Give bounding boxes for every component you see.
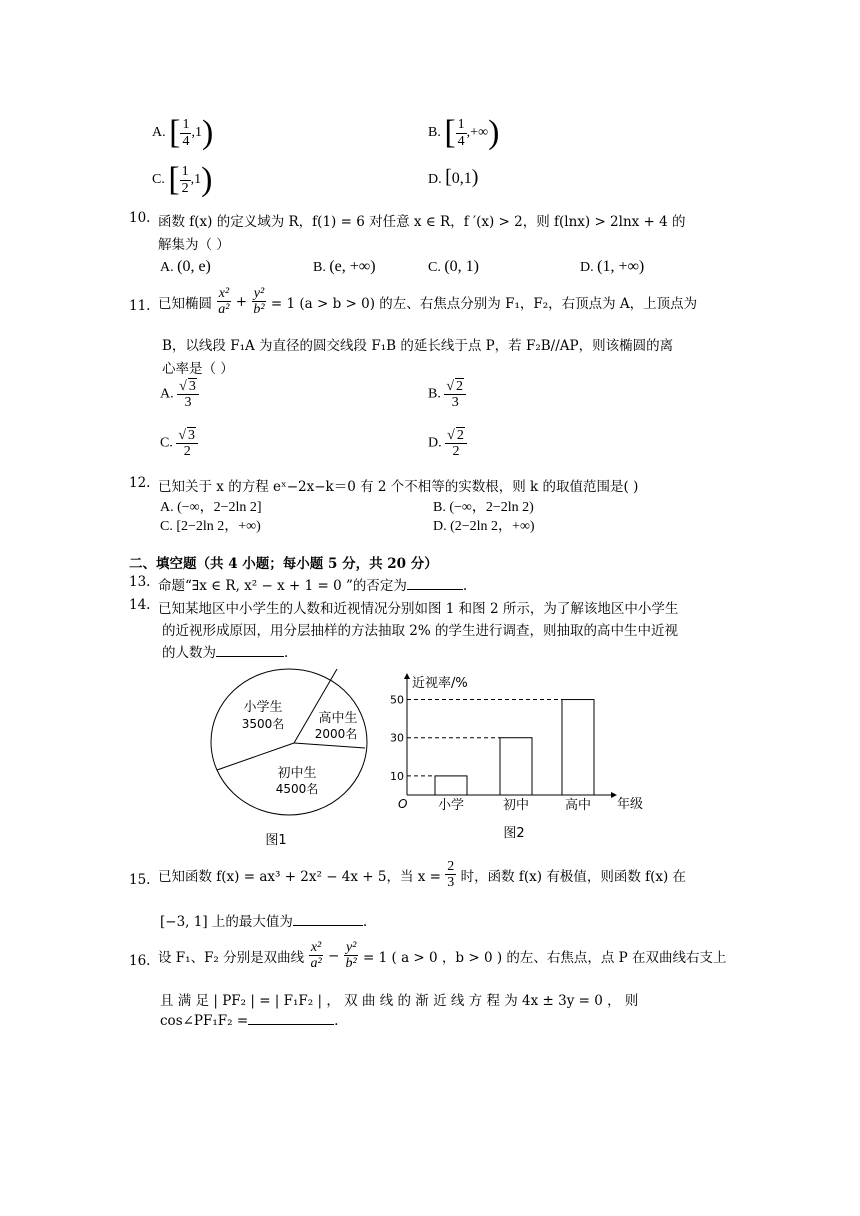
q16-line2: 且 满 足 | PF₂ | = | F₁F₂ | ， 双 曲 线 的 渐 近 线 方 程 为 4x ± 3y = 0 ， 则 bbox=[160, 993, 639, 1009]
pie-value-middle: 4500名 bbox=[275, 782, 319, 796]
q16-number: 16. bbox=[129, 953, 151, 969]
q15-line1: 已知函数 f(x) = ax³ + 2x² − 4x + 5，当 x = $\frac{2}{3}$ 时，函数 f(x) 有极值，则函数 f(x) 在 bbox=[158, 859, 687, 891]
q16-line1: 设 F₁、F₂ 分别是双曲线 $\frac{\text{x²}}{\text{a²}}$ − $\frac{\text{y²}}{\text{b²}}$ = 1 ( a > 0 ，b > 0 ) 的左、右焦点，点 P 在双曲线右支上 bbox=[158, 940, 727, 972]
pie-label-middle: 初中生 bbox=[277, 766, 317, 781]
q14-line2: 的近视形成原因，用分层抽样的方法抽取 2% 的学生进行调查，则抽取的高中生中近视 bbox=[162, 623, 678, 639]
pie-value-primary: 3500名 bbox=[241, 717, 285, 731]
q12-option-b: B. (−∞，2−2ln 2) bbox=[433, 500, 534, 515]
q13-text: 命题“∃x ∈ R, x² − x + 1 = 0 ”的否定为 . bbox=[158, 578, 468, 594]
section-heading: 二、填空题（共 4 小题；每小题 5 分，共 20 分） bbox=[129, 556, 438, 572]
q11-option-c: C. $\frac{√ 3}{2}$ bbox=[160, 427, 198, 460]
y-tick-label-2: 50 bbox=[390, 693, 404, 707]
q15-number: 15. bbox=[129, 872, 151, 888]
figure2-caption: 图2 bbox=[503, 826, 525, 841]
q14-line3: 的人数为 . bbox=[162, 645, 289, 661]
q10-line2: 解集为（ ） bbox=[158, 237, 230, 253]
figure1-pie-chart bbox=[205, 662, 375, 852]
pie-label-primary: 小学生 bbox=[243, 700, 283, 715]
bar-2 bbox=[562, 700, 594, 795]
q9-option-b: B. [ $\frac{1}{4}$ ,+∞) bbox=[428, 114, 500, 151]
q9-option-c: C. [ $\frac{1}{2}$ ,1) bbox=[152, 161, 213, 198]
q10-option-b: B. (e, +∞) bbox=[313, 258, 376, 275]
q14-number: 14. bbox=[129, 597, 151, 613]
q15-line2: [−3, 1] 上的最大值为 . bbox=[160, 914, 368, 930]
figure2-bar-chart bbox=[392, 670, 662, 840]
y-axis-label: 近视率/% bbox=[412, 676, 468, 691]
q12-line1: 已知关于 x 的方程 eˣ−2x−k＝0 有 2 个不相等的实数根，则 k 的取值范围是( ) bbox=[158, 479, 639, 495]
q10-option-c: C. (0, 1) bbox=[428, 258, 479, 275]
q11-number: 11. bbox=[129, 298, 151, 314]
bar-0 bbox=[435, 776, 467, 795]
q10-line1: 函数 f(x) 的定义域为 R，f(1) = 6 对任意 x ∈ R，f ′(x) > 2，则 f(lnx) > 2lnx + 4 的 bbox=[158, 214, 686, 230]
y-tick-label-0: 10 bbox=[390, 769, 404, 783]
q11-line1: 已知椭圆 $\frac{\text{x²}}{\text{a²}}$ + $\frac{\text{y²}}{\text{b²}}$ = 1 (a > b > 0) 的左、右焦点分别为 F₁，F₂，右顶点为 A，上顶点为 bbox=[158, 286, 698, 318]
pie-label-high: 高中生 bbox=[318, 711, 358, 726]
q13-number: 13. bbox=[129, 574, 151, 590]
q12-option-d: D. (2−2ln 2，+∞) bbox=[433, 519, 535, 534]
category-label-1: 初中 bbox=[502, 798, 530, 813]
q11-line2: B，以线段 F₁A 为直径的圆交线段 F₁B 的延长线于点 P，若 F₂B//AP，则该椭圆的离 bbox=[162, 338, 674, 354]
q12-number: 12. bbox=[129, 475, 151, 491]
y-tick-label-1: 30 bbox=[390, 731, 404, 745]
q9-option-a: A. [ $\frac{1}{4}$ ,1) bbox=[152, 114, 214, 151]
q11-option-d: D. $\frac{√ 2}{2}$ bbox=[428, 427, 467, 460]
origin-label: O bbox=[398, 797, 408, 811]
q14-line1: 已知某地区中小学生的人数和近视情况分别如图 1 和图 2 所示，为了解该地区中小学生 bbox=[158, 601, 679, 617]
q16-line3: cos∠PF₁F₂ = . bbox=[160, 1013, 339, 1029]
category-label-0: 小学 bbox=[437, 798, 465, 813]
q12-option-c: C. [2−2ln 2，+∞) bbox=[160, 519, 261, 534]
q9-option-d: D. [0,1) bbox=[428, 166, 479, 188]
category-label-2: 高中 bbox=[564, 798, 592, 813]
q11-line3: 心率是（ ） bbox=[162, 361, 234, 377]
q11-option-a: A. $\frac{√ 3}{3}$ bbox=[160, 378, 199, 411]
pie-divider-2 bbox=[294, 743, 365, 748]
q10-number: 10. bbox=[129, 210, 151, 226]
x-axis-label: 年级 bbox=[617, 797, 644, 812]
q10-option-a: A. (0, e) bbox=[160, 258, 211, 275]
figure1-caption: 图1 bbox=[265, 833, 287, 848]
q11-option-b: B. $\frac{√ 2}{3}$ bbox=[428, 378, 466, 411]
bar-1 bbox=[500, 738, 532, 795]
q12-option-a: A. (−∞，2−2ln 2] bbox=[160, 500, 262, 515]
pie-value-high: 2000名 bbox=[314, 727, 358, 741]
q10-option-d: D. (1, +∞) bbox=[580, 258, 645, 275]
